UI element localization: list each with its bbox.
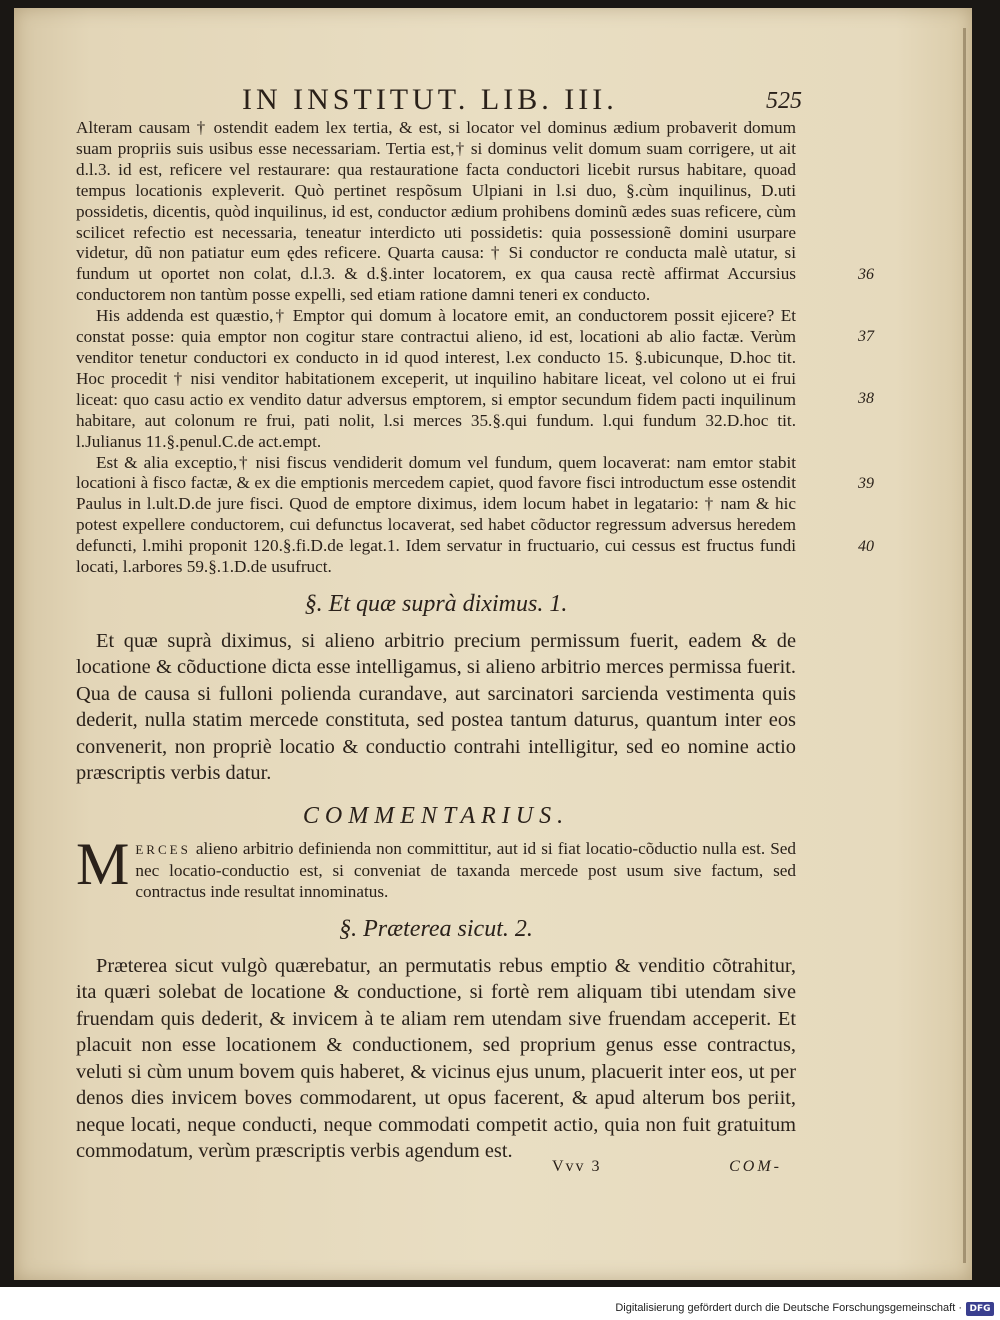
marginal-note: 36 bbox=[858, 266, 874, 283]
page-body bbox=[76, 118, 874, 1165]
dfg-logo: DFG bbox=[966, 1302, 994, 1316]
institutes-text-2: Præterea sicut vulgò quærebatur, an permutatis rebus emptio & venditio cõtrahitur, ita quæri solebat de locatione & conductione, si fortè rem aliquam tibi utendam sive fruendam quis dederit, & invicem à te aliam rem utendam sive fruendam acceperit. Et placuit non esse locationem & conductionem, sed proprium genus esse contractus, veluti si cùm unum bovem quis haberet, & vicinus ejus unum, placuerit inter eos, ut per denos dies invicem boves commodarent, ut opus facerent, & apud alterum bos periit, neque locati, neque conducti, neque commodati competit actio, quia non fuit gratuitum commodatum, verùm præscriptis verbis agendum est. bbox=[76, 954, 796, 1163]
page-edge bbox=[963, 28, 966, 1263]
marginal-note: 39 bbox=[858, 475, 874, 492]
commentary-heading: COMMENTARIUS. bbox=[302, 802, 570, 829]
digitization-footer bbox=[0, 1300, 1000, 1320]
marginal-note: 38 bbox=[858, 390, 874, 407]
section-heading-2: §. Præterea sicut. 2. bbox=[339, 915, 533, 942]
drop-cap: M bbox=[76, 830, 130, 897]
running-head: IN INSTITUT. LIB. III. bbox=[242, 83, 618, 116]
commentary-text: alieno arbitrio definienda non committitur, aut id si fiat locatio-cõductio nulla est. Sed nec locatio-conductio est, si conveniat de taxanda mercede post usum sive factum, sed contractus inde resultat innominatus. bbox=[135, 838, 796, 901]
book-page bbox=[14, 8, 972, 1280]
institutes-text-1: Et quæ suprà diximus, si alieno arbitrio precium permissum fuerit, eadem & de locatione & cõductione dicta esse intelligamus, si alieno arbitrio merces permissa fuerit. Qua de causa si fulloni polienda curandave, aut sarcinatori sarcienda vestimenta quis dederit, nulla statim mercede constituta, sed postea tantum daturus, quantum inter eos convenerit, non propriè locatio & conductio contrahi intelligitur, sed eo nomine actio præscriptis verbis datur. bbox=[76, 629, 796, 785]
marginal-note: 40 bbox=[858, 538, 874, 555]
paragraph-3: Est & alia exceptio,† nisi fiscus vendiderit domum vel fundum, quem locaverat: nam emtor stabit locationi à fisco factæ, & ex die emptionis mercedem capiet, quod favore fisci introductum esse ostendit Paulus in l.ult.D.de jure fisci. Quod de emptore diximus, idem locum habet in legatario: † nam & hic potest expellere conductorem, cui defunctus locaverat, sed habet cõductor regressum adversus heredem defuncti, l.mihi proponit 120.§.fi.D.de legat.1. Idem servatur in fructuario, cui cessus est fructus fundi locati, l.arbores 59.§.1.D.de usufruct. bbox=[76, 452, 796, 577]
digitization-credit: Digitalisierung gefördert durch die Deutsche Forschungsgemeinschaft · bbox=[615, 1302, 962, 1314]
section-heading-1: §. Et quæ suprà diximus. 1. bbox=[304, 590, 568, 617]
page-number: 525 bbox=[766, 88, 802, 114]
catchword: COM- bbox=[729, 1158, 782, 1175]
signature-line bbox=[552, 1158, 782, 1182]
paragraph-1: Alteram causam † ostendit eadem lex tertia, & est, si locator vel dominus ædium probaverit domum suam propriis suis usibus esse necessariam. Tertia est,† si dominus velit domum suam corrigere, ut ait d.l.3. id est, reficere vel restaurare: qua restauratione facta conductori licebit rursus habitare, quoad tempus locationis expleverit. Quò pertinet respõsum Ulpiani in l.si duo, §.cùm inquilinus, D.uti possidetis, dicentis, quòd inquilinus, id est, conductor ædium prohibens dominũ ædes suas reficere, cùm scilicet refectio est necessaria, teneatur interdicto uti possidetis: quia possessionẽ domini usurpare videtur, dũ non patiatur eum ędes reficere. Quarta causa: † Si conductor re conducta malè utatur, si fundum ut oportet non colat, d.l.3. & d.§.inter locatorem, ex qua causa rectè affirmat Accursius conductorem non tantùm posse expelli, sed etiam ratione damni teneri ex conducto. bbox=[76, 118, 796, 305]
commentary-paragraph bbox=[76, 830, 796, 903]
paragraph-2: His addenda est quæstio,† Emptor qui domum à locatore emit, an conductorem possit ejicere? Et constat posse: quia emptor non cogitur stare contractui alieno, id est, locationi ab alio factæ. Verùm venditor tenetur conductori ex conducto in id quod interest, l.ex conducto 15. §.ubicunque, D.hoc tit. Hoc procedit † nisi venditor habitationem exceperit, ut inquilino habitare liceat, vel colono ut ei frui liceat: quo casu actio ex vendito datur adversus emptorem, si emptor secundum fidem pacti inquilinum habitare, aut colonum re frui, pati nolit, l.si merces 35.§.qui fundum. l.qui fundum 32.D.hoc tit. l.Julianus 11.§.penul.C.de act.empt. bbox=[76, 306, 796, 451]
page-header bbox=[242, 82, 802, 122]
marginal-note: 37 bbox=[858, 328, 874, 345]
signature-mark: Vvv 3 bbox=[552, 1158, 602, 1175]
commentary-lead: ERCES bbox=[135, 841, 191, 857]
